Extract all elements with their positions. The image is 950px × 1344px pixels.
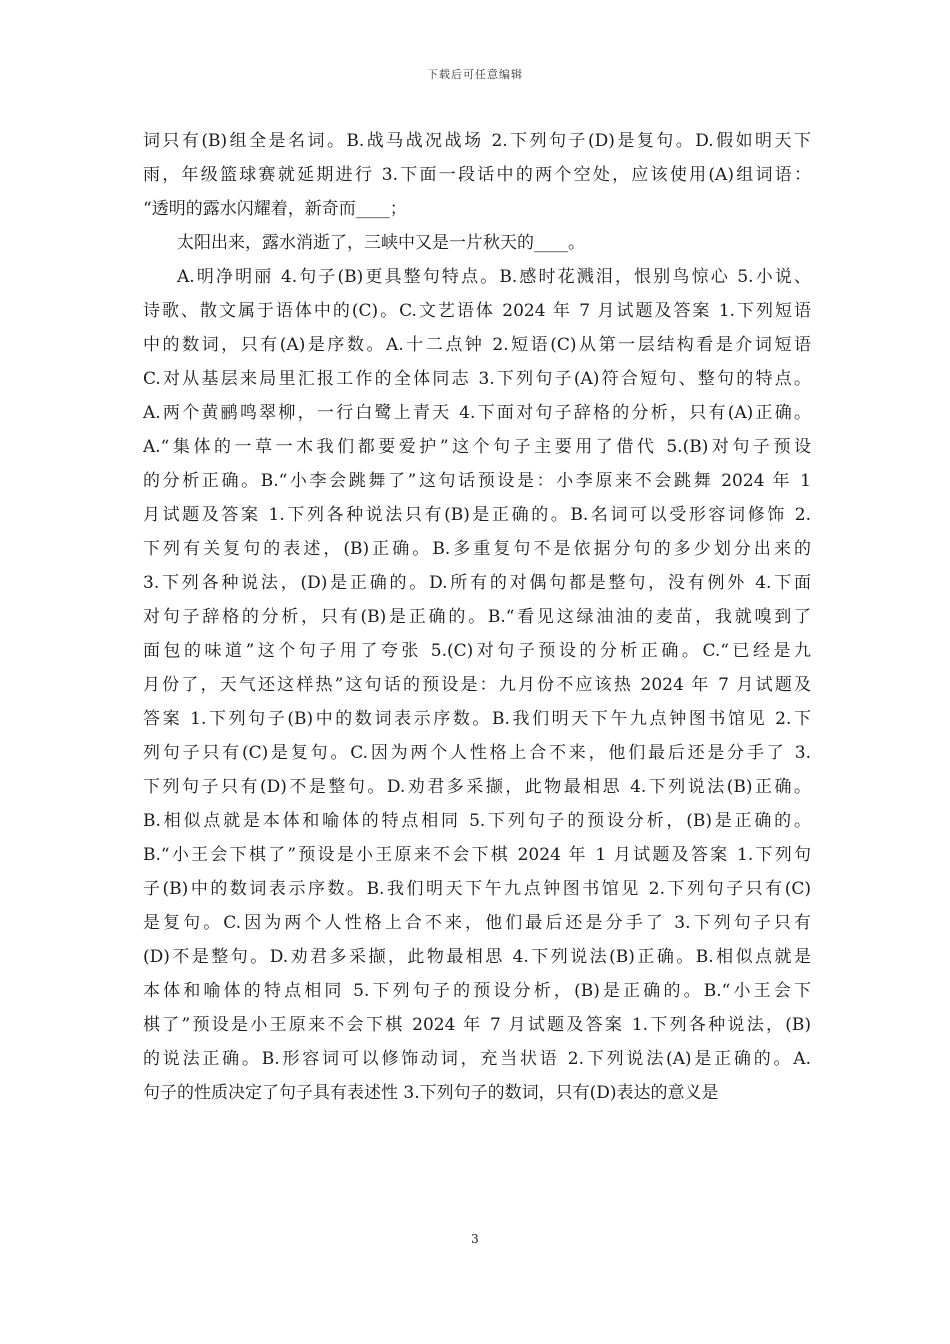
text-line: (D)不是整句。D.劝君多采撷，此物最相思 4.下列说法(B)正确。B.相似点就是 [143, 947, 811, 967]
text-line: 是复句。C.因为两个人性格上合不来，他们最后还是分手了 3.下列句子只有 [143, 913, 811, 933]
text-line: 雨，年级篮球赛就延期进行 3.下面一段话中的两个空处，应该使用(A)组词语： [143, 165, 811, 185]
text-line: 太阳出来，露水消逝了，三峡中又是一片秋天的____。 [177, 233, 585, 253]
text-line: 句子的性质决定了句子具有表述性 3.下列句子的数词，只有(D)表达的意义是 [143, 1083, 719, 1103]
text-line: 列句子只有(C)是复句。C.因为两个人性格上合不来，他们最后还是分手了 3. [143, 743, 811, 763]
text-line: 月试题及答案 1.下列各种说法只有(B)是正确的。B.名词可以受形容词修饰 2. [143, 505, 811, 525]
text-line: 面包的味道”这个句子用了夸张 5.(C)对句子预设的分析正确。C.“已经是九 [143, 641, 811, 661]
text-line: 诗歌、散文属于语体中的(C)。C.文艺语体 2024 年 7 月试题及答案 1.下列短语 [143, 301, 811, 321]
text-line: 子(B)中的数词表示序数。B.我们明天下午九点钟图书馆见 2.下列句子只有(C) [143, 879, 811, 899]
text-line: A.“集体的一草一木我们都要爱护”这个句子主要用了借代 5.(B)对句子预设 [143, 437, 811, 457]
text-line: 3.下列各种说法，(D)是正确的。D.所有的对偶句都是整句，没有例外 4.下面 [143, 573, 811, 593]
text-line: 词只有(B)组全是名词。B.战马战况战场 2.下列句子(D)是复句。D.假如明天下 [143, 131, 811, 151]
text-line: B.“小王会下棋了”预设是小王原来不会下棋 2024 年 1 月试题及答案 1.下列句 [143, 845, 811, 865]
document-body [143, 124, 811, 1110]
text-line: B.相似点就是本体和喻体的特点相同 5.下列句子的预设分析，(B)是正确的。 [143, 811, 811, 831]
text-line: 下列句子只有(D)不是整句。D.劝君多采撷，此物最相思 4.下列说法(B)正确。 [143, 777, 811, 797]
text-line: A.两个黄鹂鸣翠柳，一行白鹭上青天 4.下面对句子辞格的分析，只有(A)正确。 [143, 403, 811, 423]
text-line: 月份了，天气还这样热”这句话的预设是：九月份不应该热 2024 年 7 月试题及 [143, 675, 811, 695]
page-header: 下载后可任意编辑 [427, 68, 523, 81]
text-line: 棋了”预设是小王原来不会下棋 2024 年 7 月试题及答案 1.下列各种说法，(B) [143, 1015, 811, 1035]
text-line: 的说法正确。B.形容词可以修饰动词，充当状语 2.下列说法(A)是正确的。A. [143, 1049, 811, 1069]
text-line: 下列有关复句的表述，(B)正确。B.多重复句不是依据分句的多少划分出来的 [143, 539, 811, 559]
page-number: 3 [471, 1232, 479, 1246]
text-line: C.对从基层来局里汇报工作的全体同志 3.下列句子(A)符合短句、整句的特点。 [143, 369, 811, 389]
text-line: 本体和喻体的特点相同 5.下列句子的预设分析，(B)是正确的。B.“小王会下 [143, 981, 811, 1001]
text-line: 的分析正确。B.“小李会跳舞了”这句话预设是：小李原来不会跳舞 2024 年 1 [143, 471, 811, 491]
text-line: 答案 1.下列句子(B)中的数词表示序数。B.我们明天下午九点钟图书馆见 2.下 [143, 709, 811, 729]
text-line: “透明的露水闪耀着，新奇而____； [143, 199, 407, 219]
text-line: A.明净明丽 4.句子(B)更具整句特点。B.感时花溅泪，恨别鸟惊心 5.小说、 [177, 267, 811, 287]
text-line: 中的数词，只有(A)是序数。A.十二点钟 2.短语(C)从第一层结构看是介词短语 [143, 335, 811, 355]
text-line: 对句子辞格的分析，只有(B)是正确的。B.“看见这绿油油的麦苗，我就嗅到了 [143, 607, 811, 627]
